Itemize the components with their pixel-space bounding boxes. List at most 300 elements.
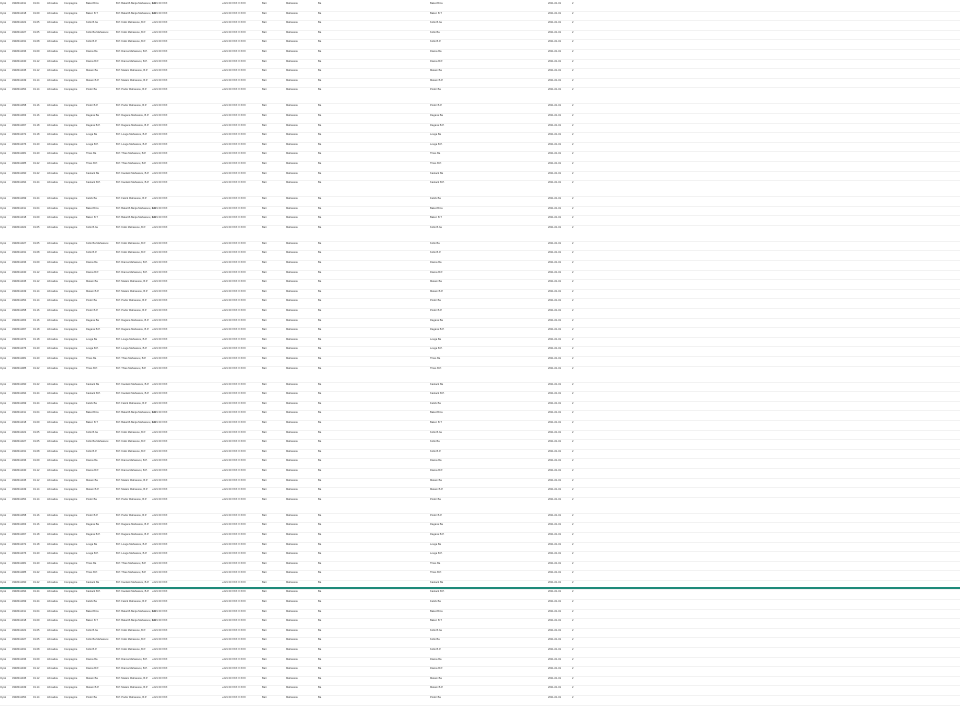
table-cell[interactable]: Compagnie — [64, 580, 78, 584]
table-cell[interactable] — [500, 280, 547, 288]
table-cell[interactable] — [470, 69, 499, 77]
table-cell[interactable] — [820, 40, 849, 48]
table-cell[interactable] — [760, 242, 789, 250]
table-cell[interactable]: 01.24 — [33, 197, 40, 201]
table-cell[interactable] — [820, 686, 849, 694]
table-cell[interactable] — [394, 629, 429, 637]
table-cell[interactable]: Compagnie — [64, 347, 78, 351]
table-cell[interactable] — [470, 328, 499, 336]
table-cell[interactable]: Diama B.P. — [430, 59, 443, 63]
table-cell[interactable]: 3348411081 — [12, 561, 27, 565]
table-cell[interactable] — [500, 459, 547, 467]
table-cell[interactable] — [700, 552, 729, 560]
table-cell[interactable]: Mahassou — [286, 478, 298, 482]
table-cell[interactable] — [760, 328, 789, 336]
table-cell[interactable] — [500, 383, 547, 391]
table-cell[interactable] — [356, 411, 393, 419]
table-cell[interactable] — [500, 338, 547, 346]
table-cell[interactable]: Bari — [262, 488, 267, 492]
table-cell[interactable]: Ba — [318, 561, 322, 565]
table-cell[interactable]: Kaolack Ba — [86, 580, 100, 584]
table-cell[interactable] — [330, 571, 355, 579]
table-cell[interactable] — [820, 12, 849, 20]
table-cell[interactable] — [394, 31, 429, 39]
table-cell[interactable]: Compagnie — [64, 648, 78, 652]
table-cell[interactable]: Thies B.P. — [430, 161, 442, 165]
table-cell[interactable]: 2 — [572, 420, 574, 424]
table-cell[interactable] — [672, 638, 699, 646]
table-cell[interactable] — [790, 88, 819, 96]
table-cell[interactable]: 01.16 — [33, 523, 40, 527]
table-cell[interactable]: Bari — [262, 337, 267, 341]
table-cell[interactable]: Bari — [262, 561, 267, 565]
table-cell[interactable] — [760, 133, 789, 141]
table-cell[interactable]: Oyuk — [0, 532, 7, 536]
table-cell[interactable]: 2011-01-01 — [548, 49, 562, 53]
table-cell[interactable] — [672, 152, 699, 160]
table-cell[interactable] — [700, 533, 729, 541]
table-cell[interactable] — [760, 114, 789, 122]
table-cell[interactable]: +221 00 XXX — [152, 513, 168, 517]
table-cell[interactable]: 2 — [572, 347, 574, 351]
table-cell[interactable] — [820, 440, 849, 448]
table-cell[interactable]: B.P. Dagana Mahassou, B.P. — [116, 318, 150, 322]
table-cell[interactable] — [500, 696, 547, 704]
table-cell[interactable] — [790, 677, 819, 685]
table-cell[interactable] — [470, 357, 499, 365]
table-cell[interactable] — [760, 50, 789, 58]
table-cell[interactable] — [760, 533, 789, 541]
table-cell[interactable]: Mahassou — [286, 152, 298, 156]
table-cell[interactable]: Mahassou — [286, 30, 298, 34]
table-cell[interactable] — [940, 31, 959, 39]
table-cell[interactable] — [910, 648, 939, 656]
table-cell[interactable] — [700, 133, 729, 141]
table-cell[interactable] — [940, 421, 959, 429]
table-cell[interactable] — [500, 40, 547, 48]
table-cell[interactable] — [500, 421, 547, 429]
table-cell[interactable] — [330, 392, 355, 400]
table-cell[interactable] — [910, 69, 939, 77]
table-cell[interactable] — [730, 242, 759, 250]
table-cell[interactable]: Ahmadou — [47, 542, 59, 546]
table-cell[interactable]: 01.05 — [33, 30, 40, 34]
table-cell[interactable] — [672, 309, 699, 317]
table-cell[interactable] — [330, 488, 355, 496]
table-cell[interactable] — [500, 226, 547, 240]
table-cell[interactable]: Mahassou — [286, 366, 298, 370]
table-cell[interactable]: Oyuk — [0, 206, 7, 210]
table-cell[interactable] — [356, 479, 393, 487]
table-cell[interactable]: 2011-01-01 — [548, 69, 562, 73]
table-cell[interactable] — [880, 392, 909, 400]
table-cell[interactable] — [760, 261, 789, 269]
table-cell[interactable] — [188, 543, 221, 551]
table-cell[interactable]: 2011-01-01 — [548, 619, 562, 623]
table-cell[interactable] — [500, 402, 547, 410]
table-cell[interactable] — [356, 114, 393, 122]
table-cell[interactable]: Bari — [262, 392, 267, 396]
table-cell[interactable] — [700, 498, 729, 506]
table-cell[interactable]: Ahmadou — [47, 420, 59, 424]
table-cell[interactable] — [188, 411, 221, 419]
table-cell[interactable]: 2011-01-01 — [548, 318, 562, 322]
table-cell[interactable] — [940, 459, 959, 467]
table-cell[interactable] — [672, 469, 699, 477]
table-cell[interactable] — [700, 648, 729, 656]
table-cell[interactable]: Kollo Ba — [430, 30, 440, 34]
table-cell[interactable] — [330, 152, 355, 160]
table-cell[interactable]: 2 — [572, 696, 574, 699]
table-cell[interactable]: Oyuk — [0, 686, 7, 690]
table-cell[interactable] — [356, 686, 393, 694]
table-cell[interactable]: Kollo B.P. — [86, 449, 98, 453]
table-cell[interactable] — [820, 299, 849, 307]
table-cell[interactable]: Ba — [318, 609, 322, 613]
table-cell[interactable]: Bari — [262, 676, 267, 680]
table-cell[interactable]: Ahmadou — [47, 328, 59, 332]
table-cell[interactable]: Ba — [318, 152, 322, 156]
table-cell[interactable] — [188, 610, 221, 618]
table-cell[interactable]: +221 00 XXX — [152, 523, 168, 527]
table-cell[interactable]: Ba — [318, 667, 322, 671]
table-cell[interactable]: 3348411063 — [12, 523, 27, 527]
table-cell[interactable] — [850, 488, 879, 496]
table-cell[interactable]: Kollo B.ba — [86, 21, 98, 25]
table-cell[interactable] — [330, 347, 355, 355]
table-cell[interactable] — [700, 197, 729, 205]
table-cell[interactable] — [790, 459, 819, 467]
table-cell[interactable]: 2 — [572, 59, 574, 63]
table-cell[interactable] — [940, 133, 959, 141]
table-cell[interactable] — [394, 280, 429, 288]
table-cell[interactable]: 2011-01-01 — [548, 686, 562, 690]
table-cell[interactable]: Ahmadou — [47, 523, 59, 527]
table-cell[interactable]: B.P. Dagana Mahassou, B.P. — [116, 523, 150, 527]
table-cell[interactable] — [500, 172, 547, 180]
table-cell[interactable] — [730, 328, 759, 336]
table-cell[interactable] — [910, 207, 939, 215]
table-cell[interactable] — [760, 610, 789, 618]
table-cell[interactable]: Bari — [262, 21, 267, 25]
table-cell[interactable]: Podor Ba — [86, 497, 97, 501]
table-cell[interactable] — [850, 143, 879, 151]
table-cell[interactable]: B.P. Louga Mahassou, B.P. — [116, 542, 148, 546]
table-cell[interactable] — [620, 79, 671, 87]
table-cell[interactable]: Bakel. B.T — [430, 420, 442, 424]
table-cell[interactable]: Ba — [318, 401, 322, 405]
table-cell[interactable]: 3348411067 — [12, 328, 27, 332]
table-cell[interactable] — [356, 648, 393, 656]
table-cell[interactable]: +221 00 XXX X XXX — [222, 59, 246, 63]
table-cell[interactable]: 2 — [572, 49, 574, 53]
table-cell[interactable]: Oyuk — [0, 21, 7, 25]
table-cell[interactable] — [620, 590, 671, 598]
table-cell[interactable]: Mahassou — [286, 104, 298, 108]
table-cell[interactable]: 2011-01-01 — [548, 497, 562, 501]
table-cell[interactable] — [672, 162, 699, 170]
table-cell[interactable]: 2011-01-01 — [548, 459, 562, 463]
table-cell[interactable] — [620, 216, 671, 224]
table-cell[interactable]: B.P. Thies Mahassou, B.P. — [116, 357, 147, 360]
table-cell[interactable]: Oyuk — [0, 318, 7, 322]
table-cell[interactable] — [940, 677, 959, 685]
table-cell[interactable] — [700, 88, 729, 96]
table-cell[interactable]: 01.24 — [33, 181, 40, 185]
table-cell[interactable]: B.P. Kaolack Mahassou, B.P. — [116, 392, 150, 396]
table-cell[interactable] — [672, 319, 699, 327]
table-cell[interactable]: Bari — [262, 197, 267, 201]
table-cell[interactable]: 2011-01-01 — [548, 600, 562, 604]
table-cell[interactable]: 3348411045 — [12, 69, 27, 73]
table-cell[interactable]: 2 — [572, 357, 574, 360]
table-cell[interactable]: 2011-01-01 — [548, 225, 562, 229]
table-cell[interactable] — [672, 69, 699, 77]
table-cell[interactable] — [356, 571, 393, 579]
table-cell[interactable] — [672, 357, 699, 365]
table-cell[interactable]: Mahassou — [286, 513, 298, 517]
table-cell[interactable] — [760, 392, 789, 400]
table-cell[interactable] — [620, 392, 671, 400]
table-cell[interactable] — [730, 271, 759, 279]
table-cell[interactable] — [910, 114, 939, 122]
table-cell[interactable]: Oyuk — [0, 328, 7, 332]
table-cell[interactable] — [330, 197, 355, 205]
table-cell[interactable] — [356, 328, 393, 336]
table-cell[interactable] — [394, 392, 429, 400]
table-cell[interactable] — [470, 124, 499, 132]
table-cell[interactable]: Compagnie — [64, 40, 78, 44]
table-cell[interactable] — [470, 367, 499, 375]
table-cell[interactable]: Bakel. B.T — [86, 619, 98, 623]
table-cell[interactable]: Compagnie — [64, 392, 78, 396]
table-cell[interactable]: Kollo B.P. — [86, 648, 98, 652]
table-cell[interactable]: 01.22 — [33, 366, 40, 370]
table-cell[interactable] — [620, 172, 671, 180]
table-cell[interactable] — [500, 686, 547, 694]
table-cell[interactable] — [394, 648, 429, 656]
table-cell[interactable] — [356, 629, 393, 637]
table-cell[interactable]: Podor B.P. — [430, 513, 443, 517]
table-cell[interactable]: Matam Ba — [86, 69, 98, 73]
table-cell[interactable] — [820, 88, 849, 96]
table-cell[interactable]: 01.16 — [33, 513, 40, 517]
table-cell[interactable] — [356, 610, 393, 618]
table-cell[interactable] — [760, 440, 789, 448]
table-cell[interactable]: +221 00 XXX X XXX — [222, 142, 246, 146]
table-cell[interactable] — [730, 629, 759, 637]
table-cell[interactable]: Mahassou — [286, 216, 298, 220]
table-cell[interactable] — [940, 450, 959, 458]
table-cell[interactable] — [940, 69, 959, 77]
table-cell[interactable] — [850, 696, 879, 704]
table-cell[interactable] — [330, 667, 355, 675]
table-cell[interactable] — [672, 31, 699, 39]
table-cell[interactable] — [880, 251, 909, 259]
table-cell[interactable] — [470, 610, 499, 618]
table-cell[interactable]: Ba — [318, 225, 322, 229]
table-cell[interactable] — [820, 421, 849, 429]
table-cell[interactable] — [730, 440, 759, 448]
table-cell[interactable] — [820, 383, 849, 391]
table-cell[interactable]: Bari — [262, 78, 267, 82]
table-cell[interactable] — [730, 523, 759, 531]
table-cell[interactable]: +221 00 XXX X XXX — [222, 686, 246, 690]
table-cell[interactable] — [330, 216, 355, 224]
table-cell[interactable] — [760, 79, 789, 87]
table-cell[interactable] — [672, 124, 699, 132]
table-cell[interactable]: +221 00 XXX — [152, 459, 168, 463]
table-cell[interactable] — [700, 383, 729, 391]
table-cell[interactable] — [880, 207, 909, 215]
table-cell[interactable] — [760, 686, 789, 694]
table-cell[interactable]: 2 — [572, 648, 574, 652]
table-cell[interactable] — [470, 88, 499, 96]
table-cell[interactable]: Oyuk — [0, 449, 7, 453]
table-cell[interactable]: 2 — [572, 2, 574, 5]
table-cell[interactable] — [620, 488, 671, 496]
table-cell[interactable]: 3348411063 — [12, 318, 27, 322]
table-cell[interactable] — [820, 143, 849, 151]
table-cell[interactable] — [910, 21, 939, 29]
table-cell[interactable]: 2 — [572, 449, 574, 453]
table-cell[interactable] — [730, 383, 759, 391]
table-cell[interactable]: 3348411090 — [12, 382, 27, 386]
table-cell[interactable] — [356, 421, 393, 429]
table-cell[interactable] — [330, 590, 355, 598]
table-cell[interactable]: +221 00 XXX X XXX — [222, 309, 246, 313]
table-cell[interactable] — [672, 367, 699, 375]
table-cell[interactable] — [330, 450, 355, 458]
table-cell[interactable] — [620, 31, 671, 39]
table-cell[interactable]: Mahassou — [286, 318, 298, 322]
table-cell[interactable] — [880, 309, 909, 317]
table-cell[interactable] — [730, 40, 759, 48]
table-cell[interactable]: Mahassou — [286, 133, 298, 137]
table-cell[interactable]: 01.14 — [33, 696, 40, 699]
table-cell[interactable] — [330, 402, 355, 410]
table-cell[interactable] — [910, 104, 939, 112]
table-cell[interactable] — [672, 498, 699, 506]
table-cell[interactable] — [850, 162, 879, 170]
table-cell[interactable] — [790, 280, 819, 288]
table-cell[interactable] — [850, 133, 879, 141]
table-cell[interactable]: Ahmadou — [47, 401, 59, 405]
table-cell[interactable]: Mahassou — [286, 676, 298, 680]
table-cell[interactable]: +221 00 XXX — [152, 197, 168, 201]
table-cell[interactable] — [820, 216, 849, 224]
table-cell[interactable] — [730, 357, 759, 365]
table-cell[interactable]: 01.14 — [33, 686, 40, 690]
table-cell[interactable] — [394, 696, 429, 704]
table-cell[interactable] — [700, 226, 729, 234]
table-cell[interactable] — [730, 638, 759, 646]
table-cell[interactable]: Oyuk — [0, 59, 7, 63]
table-cell[interactable] — [910, 479, 939, 487]
table-cell[interactable]: 2 — [572, 542, 574, 546]
table-cell[interactable]: 2011-01-01 — [548, 104, 562, 108]
table-cell[interactable] — [850, 658, 879, 666]
table-cell[interactable] — [356, 488, 393, 496]
table-cell[interactable]: Matam Ba — [86, 676, 98, 680]
table-cell[interactable]: 2011-01-01 — [548, 181, 562, 185]
table-cell[interactable] — [850, 261, 879, 269]
table-cell[interactable]: 3348411058 — [12, 513, 27, 517]
table-cell[interactable] — [820, 629, 849, 637]
table-cell[interactable] — [672, 290, 699, 298]
table-cell[interactable]: Bari — [262, 309, 267, 313]
table-cell[interactable]: +221 00 XXX X XXX — [222, 552, 246, 556]
table-cell[interactable]: Oyuk — [0, 648, 7, 652]
table-cell[interactable]: Louga Ba — [86, 542, 98, 546]
table-cell[interactable]: Bari — [262, 142, 267, 146]
table-cell[interactable]: 3348411011 — [12, 609, 27, 613]
table-cell[interactable] — [880, 638, 909, 646]
table-cell[interactable] — [940, 392, 959, 400]
table-cell[interactable]: Ba — [318, 133, 322, 137]
table-cell[interactable]: 01.20 — [33, 142, 40, 146]
table-cell[interactable]: Mahassou — [286, 123, 298, 127]
table-cell[interactable] — [910, 610, 939, 618]
table-cell[interactable]: Oyuk — [0, 619, 7, 623]
table-cell[interactable] — [356, 498, 393, 512]
table-cell[interactable]: Ba — [318, 580, 322, 584]
table-cell[interactable]: Bari — [262, 270, 267, 274]
table-cell[interactable] — [940, 498, 959, 506]
table-cell[interactable]: +221 00 XXX — [152, 382, 168, 386]
table-cell[interactable]: +221 00 XXX — [152, 318, 168, 322]
table-cell[interactable] — [820, 552, 849, 560]
table-cell[interactable] — [820, 60, 849, 68]
table-cell[interactable]: Oyuk — [0, 30, 7, 34]
table-cell[interactable] — [394, 290, 429, 298]
table-cell[interactable] — [820, 31, 849, 39]
table-cell[interactable]: 3348411081 — [12, 152, 27, 156]
table-cell[interactable]: Compagnie — [64, 152, 78, 156]
table-cell[interactable] — [880, 677, 909, 685]
table-cell[interactable]: +221 00 XXX — [152, 40, 168, 44]
table-cell[interactable]: Compagnie — [64, 497, 78, 501]
table-cell[interactable] — [700, 488, 729, 496]
table-cell[interactable]: 2 — [572, 392, 574, 396]
table-cell[interactable]: Oyuk — [0, 142, 7, 146]
table-cell[interactable] — [940, 610, 959, 618]
table-cell[interactable] — [500, 242, 547, 250]
table-cell[interactable] — [356, 133, 393, 141]
table-cell[interactable]: +221 00 XXX X XXX — [222, 318, 246, 322]
table-cell[interactable] — [188, 514, 221, 522]
table-cell[interactable] — [620, 152, 671, 160]
table-cell[interactable] — [330, 2, 355, 10]
table-cell[interactable]: Compagnie — [64, 280, 78, 284]
table-cell[interactable] — [356, 79, 393, 87]
table-cell[interactable]: 3348411094 — [12, 590, 27, 594]
table-cell[interactable] — [760, 562, 789, 570]
table-cell[interactable]: +221 00 XXX — [152, 571, 168, 575]
table-cell[interactable] — [470, 402, 499, 410]
table-cell[interactable]: 3348411054 — [12, 497, 27, 501]
table-cell[interactable]: 01.22 — [33, 161, 40, 165]
table-cell[interactable]: 2 — [572, 580, 574, 584]
table-cell[interactable]: 01.20 — [33, 561, 40, 565]
table-cell[interactable]: Ahmadou — [47, 580, 59, 584]
table-cell[interactable] — [910, 124, 939, 132]
table-cell[interactable] — [672, 207, 699, 215]
table-cell[interactable] — [910, 450, 939, 458]
table-cell[interactable]: Diama Ba — [430, 459, 442, 463]
table-cell[interactable] — [672, 12, 699, 20]
table-cell[interactable] — [188, 619, 221, 627]
